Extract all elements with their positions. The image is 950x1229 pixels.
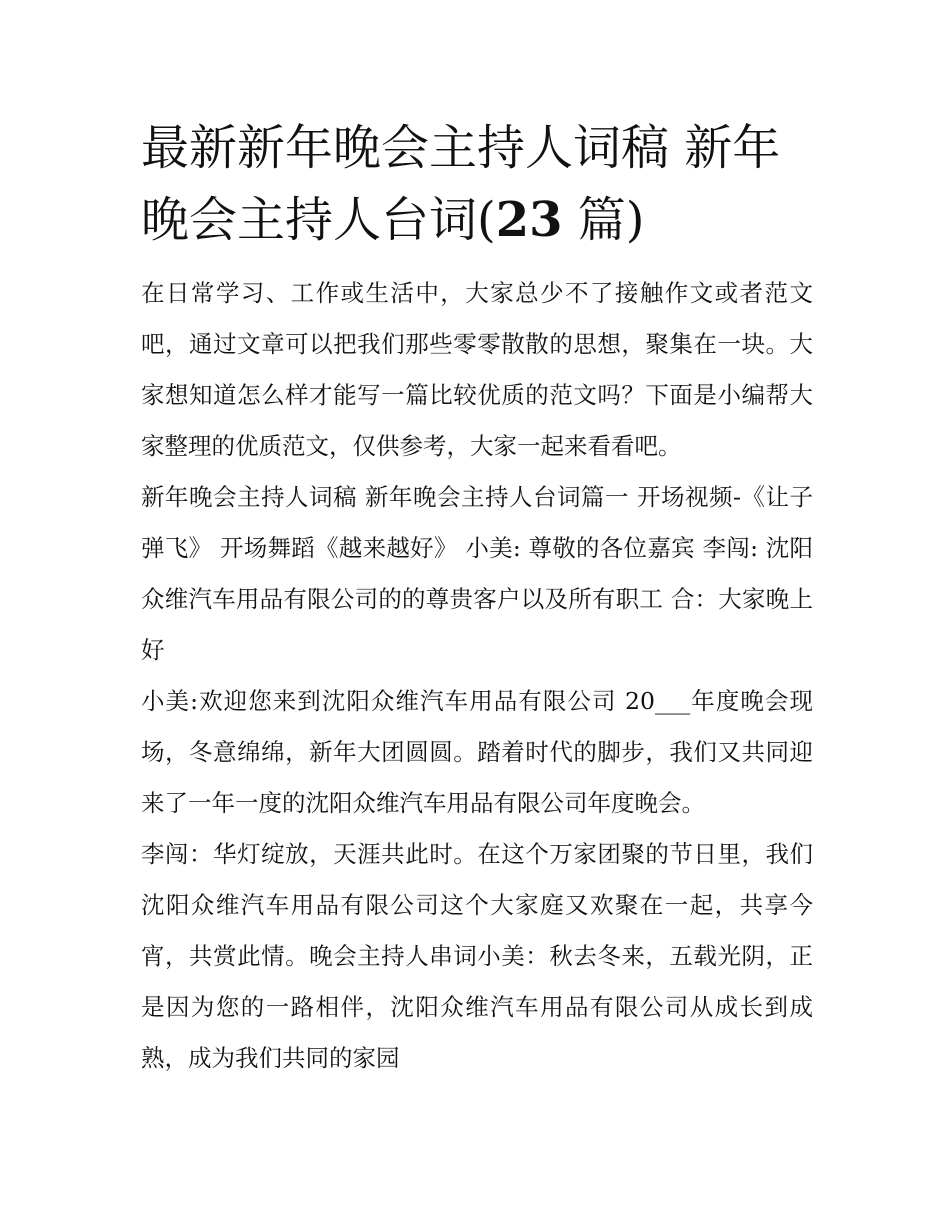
paragraph-xiaomei-welcome: 小美:欢迎您来到沈阳众维汽车用品有限公司 20___年度晚会现场，冬意绵绵，新年大团圆圆。踏着时代的脚步，我们又共同迎来了一年一度的沈阳众维汽车用品有限公司年度晚会。 <box>141 687 813 817</box>
paragraph-opening: 新年晚会主持人词稿 新年晚会主持人台词篇一 开场视频-《让子弹飞》 开场舞蹈《越来越好》 小美: 尊敬的各位嘉宾 李闯: 沈阳众维汽车用品有限公司的的尊贵客户以及所有职工 合：大家晚上好 <box>141 483 813 664</box>
title-count: 23 <box>495 192 563 248</box>
title-text-end: 篇) <box>562 192 645 248</box>
paragraph-lichuang-speech: 李闯：华灯绽放，天涯共此时。在这个万家团聚的节日里，我们沈阳众维汽车用品有限公司这个大家庭又欢聚在一起，共享今宵，共赏此情。晚会主持人串词小美：秋去冬来，五载光阴，正是因为您的一路相伴，沈阳众维汽车用品有限公司从成长到成熟，成为我们共同的家园 <box>141 840 813 1072</box>
title-text-main: 最新新年晚会主持人词稿 新年晚会主持人台词( <box>141 120 781 248</box>
document-title <box>141 112 813 256</box>
paragraph-intro: 在日常学习、工作或生活中，大家总少不了接触作文或者范文吧，通过文章可以把我们那些零零散散的思想，聚集在一块。大家想知道怎么样才能写一篇比较优质的范文吗？下面是小编帮大家整理的优质范文，仅供参考，大家一起来看看吧。 <box>141 279 813 460</box>
document-body <box>141 112 813 1084</box>
